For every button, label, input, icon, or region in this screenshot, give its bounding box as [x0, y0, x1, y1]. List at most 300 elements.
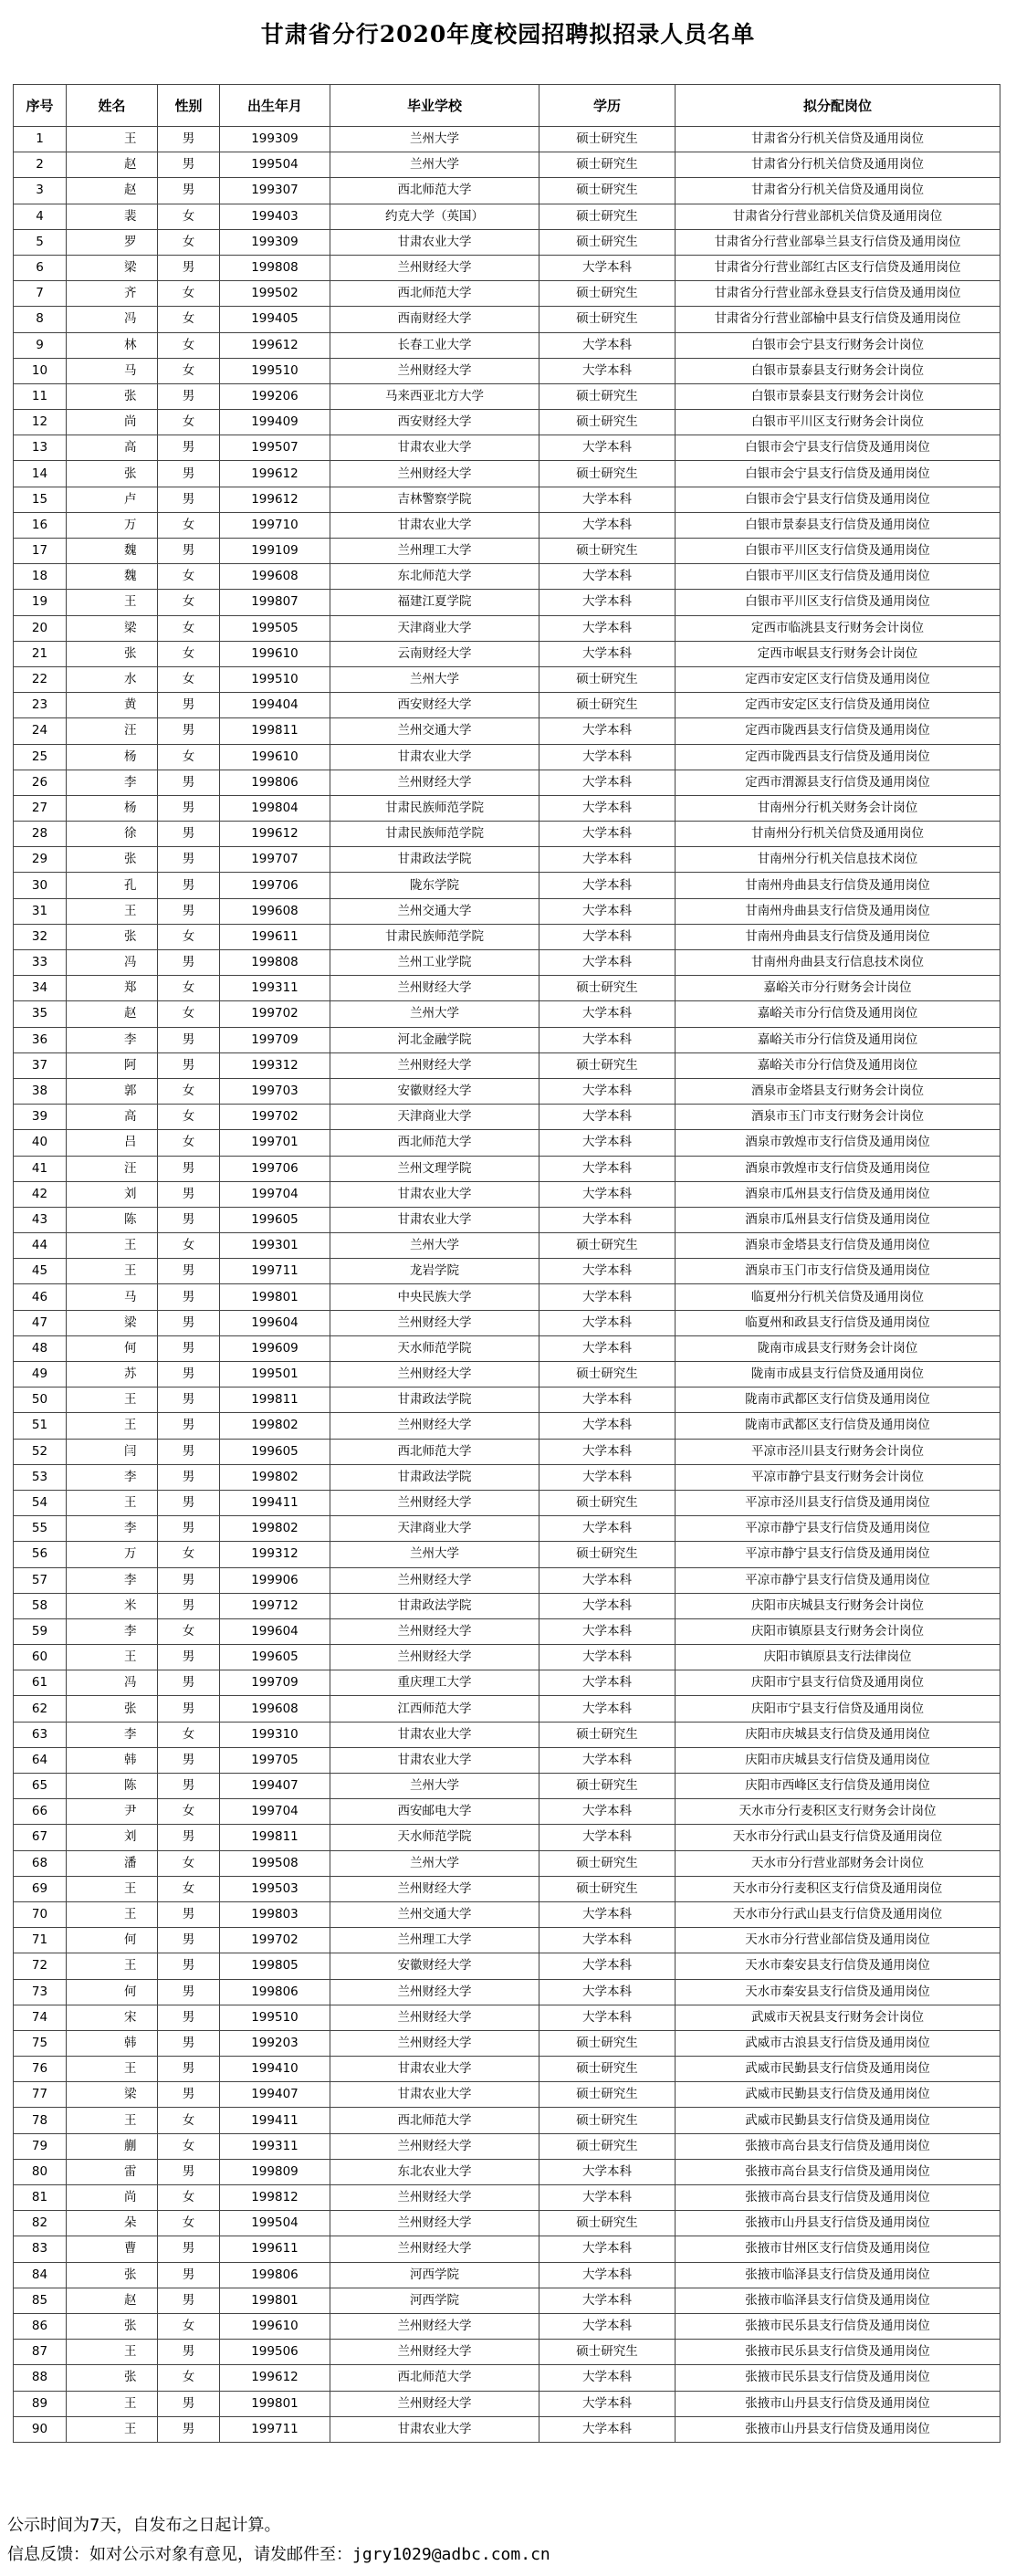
cell-name: 张	[67, 2365, 158, 2391]
cell-degree: 大学本科	[539, 1156, 676, 1181]
cell-gender: 男	[158, 1413, 220, 1439]
cell-position: 张掖市甘州区支行信贷及通用岗位	[676, 2236, 1000, 2262]
cell-position: 张掖市高台县支行信贷及通用岗位	[676, 2185, 1000, 2211]
cell-index: 89	[14, 2391, 67, 2416]
table-row	[14, 1259, 1000, 1284]
cell-name: 孔	[67, 873, 158, 898]
cell-birth: 199809	[220, 2159, 330, 2184]
cell-index: 50	[14, 1387, 67, 1413]
cell-birth: 199610	[220, 2313, 330, 2339]
cell-school: 西南财经大学	[330, 307, 539, 332]
cell-birth: 199403	[220, 204, 330, 229]
cell-position: 白银市景泰县支行财务会计岗位	[676, 383, 1000, 409]
cell-birth: 199806	[220, 770, 330, 795]
cell-gender: 男	[158, 1825, 220, 1850]
cell-degree: 硕士研究生	[539, 461, 676, 487]
cell-birth: 199506	[220, 2340, 330, 2365]
cell-position: 酒泉市金塔县支行信贷及通用岗位	[676, 1233, 1000, 1259]
cell-position: 天水市分行麦积区支行财务会计岗位	[676, 1799, 1000, 1825]
cell-gender: 女	[158, 1233, 220, 1259]
cell-birth: 199312	[220, 1052, 330, 1078]
cell-position: 天水市分行武山县支行信贷及通用岗位	[676, 1901, 1000, 1927]
cell-position: 临夏州和政县支行信贷及通用岗位	[676, 1310, 1000, 1335]
cell-index: 55	[14, 1516, 67, 1542]
cell-position: 嘉峪关市分行信贷及通用岗位	[676, 1052, 1000, 1078]
cell-school: 甘肃农业大学	[330, 2416, 539, 2442]
table-row	[14, 1542, 1000, 1567]
cell-degree: 硕士研究生	[539, 1233, 676, 1259]
cell-degree: 硕士研究生	[539, 666, 676, 692]
cell-birth: 199807	[220, 590, 330, 615]
cell-gender: 女	[158, 512, 220, 538]
table-row	[14, 255, 1000, 280]
cell-name: 梁	[67, 1310, 158, 1335]
cell-birth: 199712	[220, 1593, 330, 1618]
cell-name: 陈	[67, 1774, 158, 1799]
cell-school: 西北师范大学	[330, 178, 539, 204]
cell-position: 酒泉市玉门市支行信贷及通用岗位	[676, 1259, 1000, 1284]
table-row	[14, 1696, 1000, 1722]
table-row	[14, 795, 1000, 821]
cell-school: 兰州财经大学	[330, 255, 539, 280]
cell-school: 兰州财经大学	[330, 2313, 539, 2339]
cell-name: 张	[67, 1696, 158, 1722]
cell-birth: 199608	[220, 564, 330, 590]
cell-name: 万	[67, 1542, 158, 1567]
cell-degree: 大学本科	[539, 718, 676, 744]
table-row	[14, 1490, 1000, 1515]
cell-name: 李	[67, 1464, 158, 1490]
cell-birth: 199706	[220, 873, 330, 898]
cell-gender: 男	[158, 2340, 220, 2365]
cell-gender: 女	[158, 641, 220, 666]
cell-position: 酒泉市敦煌市支行信贷及通用岗位	[676, 1156, 1000, 1181]
cell-index: 80	[14, 2159, 67, 2184]
cell-name: 魏	[67, 539, 158, 564]
table-row	[14, 1027, 1000, 1052]
cell-position: 定西市临洮县支行财务会计岗位	[676, 615, 1000, 641]
cell-school: 天津商业大学	[330, 1105, 539, 1130]
cell-gender: 男	[158, 1335, 220, 1361]
cell-degree: 硕士研究生	[539, 2211, 676, 2236]
cell-degree: 硕士研究生	[539, 2030, 676, 2056]
cell-school: 安徽财经大学	[330, 1078, 539, 1104]
table-row	[14, 924, 1000, 949]
cell-gender: 女	[158, 307, 220, 332]
cell-position: 平凉市静宁县支行财务会计岗位	[676, 1464, 1000, 1490]
cell-index: 70	[14, 1901, 67, 1927]
cell-position: 定西市渭源县支行信贷及通用岗位	[676, 770, 1000, 795]
cell-birth: 199703	[220, 1078, 330, 1104]
cell-index: 14	[14, 461, 67, 487]
cell-gender: 女	[158, 590, 220, 615]
cell-name: 韩	[67, 2030, 158, 2056]
cell-degree: 大学本科	[539, 1181, 676, 1207]
cell-birth: 199301	[220, 1233, 330, 1259]
cell-school: 福建江夏学院	[330, 590, 539, 615]
cell-gender: 女	[158, 744, 220, 770]
cell-position: 酒泉市玉门市支行财务会计岗位	[676, 1105, 1000, 1130]
cell-name: 曹	[67, 2236, 158, 2262]
cell-gender: 男	[158, 539, 220, 564]
cell-index: 63	[14, 1722, 67, 1747]
cell-position: 定西市安定区支行信贷及通用岗位	[676, 693, 1000, 718]
cell-degree: 大学本科	[539, 1027, 676, 1052]
cell-degree: 大学本科	[539, 1310, 676, 1335]
cell-degree: 大学本科	[539, 1207, 676, 1232]
cell-gender: 男	[158, 1362, 220, 1387]
cell-gender: 男	[158, 1490, 220, 1515]
table-row	[14, 229, 1000, 255]
cell-birth: 199806	[220, 2262, 330, 2288]
cell-index: 9	[14, 332, 67, 358]
cell-name: 李	[67, 1027, 158, 1052]
cell-birth: 199704	[220, 1181, 330, 1207]
cell-name: 马	[67, 1284, 158, 1310]
cell-gender: 男	[158, 2005, 220, 2030]
cell-index: 20	[14, 615, 67, 641]
cell-index: 47	[14, 1310, 67, 1335]
table-row	[14, 1362, 1000, 1387]
cell-position: 甘肃省分行营业部皋兰县支行信贷及通用岗位	[676, 229, 1000, 255]
cell-birth: 199801	[220, 2391, 330, 2416]
feedback-email[interactable]: jgry1029@adbc.com.cn	[352, 2545, 550, 2564]
cell-school: 兰州财经大学	[330, 1052, 539, 1078]
cell-birth: 199605	[220, 1439, 330, 1464]
cell-school: 陇东学院	[330, 873, 539, 898]
cell-school: 兰州财经大学	[330, 1567, 539, 1593]
cell-position: 甘南州分行机关信贷及通用岗位	[676, 822, 1000, 847]
cell-birth: 199508	[220, 1850, 330, 1876]
cell-birth: 199608	[220, 1696, 330, 1722]
cell-position: 白银市会宁县支行信贷及通用岗位	[676, 435, 1000, 461]
feedback-prefix: 信息反馈：如对公示对象有意见，请发邮件至：	[7, 2545, 352, 2564]
cell-gender: 女	[158, 2133, 220, 2159]
cell-degree: 大学本科	[539, 873, 676, 898]
cell-school: 兰州大学	[330, 152, 539, 178]
cell-gender: 男	[158, 770, 220, 795]
table-row	[14, 564, 1000, 590]
cell-birth: 199612	[220, 332, 330, 358]
cell-school: 甘肃农业大学	[330, 1747, 539, 1773]
cell-degree: 硕士研究生	[539, 281, 676, 307]
table-row	[14, 641, 1000, 666]
cell-school: 兰州财经大学	[330, 1979, 539, 2005]
table-row	[14, 1979, 1000, 2005]
cell-school: 云南财经大学	[330, 641, 539, 666]
cell-school: 兰州大学	[330, 127, 539, 152]
cell-position: 庆阳市庆城县支行信贷及通用岗位	[676, 1747, 1000, 1773]
cell-school: 兰州文理学院	[330, 1156, 539, 1181]
cell-degree: 硕士研究生	[539, 383, 676, 409]
cell-school: 西北师范大学	[330, 281, 539, 307]
cell-name: 林	[67, 332, 158, 358]
cell-gender: 女	[158, 976, 220, 1001]
cell-gender: 男	[158, 2262, 220, 2288]
cell-degree: 硕士研究生	[539, 2108, 676, 2133]
table-row	[14, 1722, 1000, 1747]
cell-birth: 199704	[220, 1799, 330, 1825]
cell-index: 42	[14, 1181, 67, 1207]
cell-birth: 199307	[220, 178, 330, 204]
cell-school: 马来西亚北方大学	[330, 383, 539, 409]
table-row	[14, 1593, 1000, 1618]
cell-gender: 女	[158, 924, 220, 949]
cell-index: 31	[14, 898, 67, 924]
cell-position: 天水市分行武山县支行信贷及通用岗位	[676, 1825, 1000, 1850]
cell-school: 甘肃农业大学	[330, 1207, 539, 1232]
cell-degree: 大学本科	[539, 1464, 676, 1490]
cell-index: 1	[14, 127, 67, 152]
cell-index: 81	[14, 2185, 67, 2211]
cell-position: 酒泉市敦煌市支行信贷及通用岗位	[676, 1130, 1000, 1156]
cell-position: 天水市秦安县支行信贷及通用岗位	[676, 1953, 1000, 1979]
cell-position: 定西市陇西县支行信贷及通用岗位	[676, 718, 1000, 744]
cell-birth: 199411	[220, 1490, 330, 1515]
cell-degree: 大学本科	[539, 2416, 676, 2442]
cell-birth: 199709	[220, 1670, 330, 1696]
cell-birth: 199407	[220, 1774, 330, 1799]
table-row	[14, 461, 1000, 487]
cell-gender: 男	[158, 1027, 220, 1052]
cell-index: 44	[14, 1233, 67, 1259]
table-row	[14, 358, 1000, 383]
cell-name: 梁	[67, 615, 158, 641]
cell-index: 21	[14, 641, 67, 666]
cell-name: 闫	[67, 1439, 158, 1464]
cell-gender: 男	[158, 1747, 220, 1773]
cell-position: 张掖市山丹县支行信贷及通用岗位	[676, 2211, 1000, 2236]
cell-name: 王	[67, 898, 158, 924]
cell-degree: 大学本科	[539, 1284, 676, 1310]
cell-position: 庆阳市镇原县支行财务会计岗位	[676, 1618, 1000, 1644]
cell-birth: 199410	[220, 2057, 330, 2082]
table-row	[14, 2262, 1000, 2288]
cell-degree: 大学本科	[539, 2185, 676, 2211]
cell-degree: 大学本科	[539, 255, 676, 280]
cell-birth: 199605	[220, 1645, 330, 1670]
cell-position: 甘南州分行机关信息技术岗位	[676, 847, 1000, 873]
table-row	[14, 2108, 1000, 2133]
cell-birth: 199309	[220, 229, 330, 255]
cell-name: 杨	[67, 795, 158, 821]
table-row	[14, 152, 1000, 178]
table-row	[14, 2313, 1000, 2339]
cell-degree: 硕士研究生	[539, 410, 676, 435]
cell-index: 73	[14, 1979, 67, 2005]
cell-name: 苏	[67, 1362, 158, 1387]
cell-birth: 199906	[220, 1567, 330, 1593]
cell-position: 武威市民勤县支行信贷及通用岗位	[676, 2082, 1000, 2108]
cell-degree: 大学本科	[539, 590, 676, 615]
table-row	[14, 950, 1000, 976]
cell-name: 王	[67, 2391, 158, 2416]
cell-name: 张	[67, 2313, 158, 2339]
table-row	[14, 1130, 1000, 1156]
cell-name: 李	[67, 1722, 158, 1747]
cell-birth: 199610	[220, 641, 330, 666]
cell-index: 85	[14, 2288, 67, 2313]
table-row	[14, 2082, 1000, 2108]
cell-index: 84	[14, 2262, 67, 2288]
cell-school: 兰州财经大学	[330, 770, 539, 795]
cell-degree: 大学本科	[539, 2365, 676, 2391]
cell-gender: 女	[158, 2185, 220, 2211]
cell-gender: 男	[158, 1670, 220, 1696]
cell-birth: 199612	[220, 2365, 330, 2391]
cell-degree: 大学本科	[539, 1001, 676, 1027]
table-row	[14, 1825, 1000, 1850]
cell-school: 河西学院	[330, 2288, 539, 2313]
cell-school: 兰州财经大学	[330, 1413, 539, 1439]
cell-name: 尚	[67, 2185, 158, 2211]
cell-school: 甘肃政法学院	[330, 1387, 539, 1413]
table-row	[14, 204, 1000, 229]
cell-gender: 男	[158, 1156, 220, 1181]
table-row	[14, 383, 1000, 409]
cell-position: 庆阳市镇原县支行法律岗位	[676, 1645, 1000, 1670]
cell-gender: 女	[158, 1105, 220, 1130]
cell-name: 李	[67, 1567, 158, 1593]
cell-name: 韩	[67, 1747, 158, 1773]
cell-index: 22	[14, 666, 67, 692]
cell-birth: 199503	[220, 1876, 330, 1901]
cell-name: 何	[67, 1928, 158, 1953]
cell-school: 兰州财经大学	[330, 976, 539, 1001]
table-row	[14, 332, 1000, 358]
cell-position: 甘南州舟曲县支行信贷及通用岗位	[676, 898, 1000, 924]
cell-gender: 男	[158, 2030, 220, 2056]
cell-position: 天水市分行麦积区支行信贷及通用岗位	[676, 1876, 1000, 1901]
cell-school: 兰州大学	[330, 1774, 539, 1799]
cell-school: 东北师范大学	[330, 564, 539, 590]
cell-index: 46	[14, 1284, 67, 1310]
cell-index: 30	[14, 873, 67, 898]
cell-index: 23	[14, 693, 67, 718]
cell-school: 西北师范大学	[330, 1439, 539, 1464]
cell-birth: 199309	[220, 127, 330, 152]
cell-school: 甘肃农业大学	[330, 1722, 539, 1747]
column-header-name: 姓名	[67, 85, 158, 127]
cell-degree: 大学本科	[539, 1670, 676, 1696]
page-title: 甘肃省分行2020年度校园招聘拟招录人员名单	[260, 21, 756, 47]
cell-index: 82	[14, 2211, 67, 2236]
table-row	[14, 2005, 1000, 2030]
cell-school: 天津商业大学	[330, 1516, 539, 1542]
cell-birth: 199311	[220, 2133, 330, 2159]
cell-degree: 大学本科	[539, 2236, 676, 2262]
cell-gender: 男	[158, 2288, 220, 2313]
cell-birth: 199505	[220, 615, 330, 641]
table-row	[14, 307, 1000, 332]
cell-gender: 男	[158, 152, 220, 178]
cell-birth: 199312	[220, 1542, 330, 1567]
cell-gender: 男	[158, 2236, 220, 2262]
cell-name: 王	[67, 1645, 158, 1670]
cell-name: 张	[67, 461, 158, 487]
cell-birth: 199604	[220, 1618, 330, 1644]
cell-degree: 大学本科	[539, 332, 676, 358]
cell-gender: 男	[158, 718, 220, 744]
table-row	[14, 744, 1000, 770]
cell-degree: 大学本科	[539, 1901, 676, 1927]
table-row	[14, 847, 1000, 873]
table-row	[14, 1284, 1000, 1310]
table-row	[14, 1774, 1000, 1799]
cell-name: 罗	[67, 229, 158, 255]
cell-index: 71	[14, 1928, 67, 1953]
table-row	[14, 1670, 1000, 1696]
cell-gender: 男	[158, 2082, 220, 2108]
cell-gender: 男	[158, 898, 220, 924]
cell-position: 张掖市高台县支行信贷及通用岗位	[676, 2159, 1000, 2184]
cell-name: 王	[67, 2108, 158, 2133]
cell-index: 11	[14, 383, 67, 409]
cell-school: 兰州财经大学	[330, 1310, 539, 1335]
cell-position: 张掖市民乐县支行信贷及通用岗位	[676, 2313, 1000, 2339]
cell-name: 潘	[67, 1850, 158, 1876]
cell-position: 定西市陇西县支行信贷及通用岗位	[676, 744, 1000, 770]
cell-birth: 199510	[220, 358, 330, 383]
table-row	[14, 1078, 1000, 1104]
cell-school: 兰州财经大学	[330, 2030, 539, 2056]
table-row	[14, 1233, 1000, 1259]
cell-birth: 199801	[220, 1284, 330, 1310]
cell-name: 王	[67, 1259, 158, 1284]
cell-index: 36	[14, 1027, 67, 1052]
cell-degree: 大学本科	[539, 435, 676, 461]
cell-gender: 男	[158, 435, 220, 461]
cell-index: 12	[14, 410, 67, 435]
cell-name: 赵	[67, 178, 158, 204]
cell-name: 陈	[67, 1207, 158, 1232]
cell-degree: 硕士研究生	[539, 1876, 676, 1901]
cell-degree: 硕士研究生	[539, 1362, 676, 1387]
cell-position: 甘南州舟曲县支行信贷及通用岗位	[676, 873, 1000, 898]
cell-birth: 199407	[220, 2082, 330, 2108]
cell-degree: 大学本科	[539, 847, 676, 873]
cell-index: 65	[14, 1774, 67, 1799]
cell-position: 甘南州分行机关财务会计岗位	[676, 795, 1000, 821]
cell-index: 6	[14, 255, 67, 280]
cell-degree: 硕士研究生	[539, 307, 676, 332]
cell-birth: 199311	[220, 976, 330, 1001]
cell-school: 兰州财经大学	[330, 2391, 539, 2416]
cell-gender: 女	[158, 2313, 220, 2339]
cell-degree: 大学本科	[539, 1928, 676, 1953]
cell-name: 尚	[67, 410, 158, 435]
cell-name: 王	[67, 590, 158, 615]
cell-degree: 硕士研究生	[539, 2340, 676, 2365]
cell-degree: 硕士研究生	[539, 2057, 676, 2082]
cell-name: 冯	[67, 1670, 158, 1696]
cell-school: 河西学院	[330, 2262, 539, 2288]
cell-birth: 199805	[220, 1953, 330, 1979]
cell-school: 兰州交通大学	[330, 898, 539, 924]
cell-degree: 大学本科	[539, 1387, 676, 1413]
cell-name: 汪	[67, 1156, 158, 1181]
table-row	[14, 1516, 1000, 1542]
cell-birth: 199510	[220, 2005, 330, 2030]
cell-gender: 女	[158, 2365, 220, 2391]
cell-position: 庆阳市宁县支行信贷及通用岗位	[676, 1696, 1000, 1722]
cell-index: 2	[14, 152, 67, 178]
column-header-birth: 出生年月	[220, 85, 330, 127]
cell-name: 赵	[67, 1001, 158, 1027]
table-row	[14, 1645, 1000, 1670]
cell-name: 阿	[67, 1052, 158, 1078]
cell-birth: 199808	[220, 255, 330, 280]
